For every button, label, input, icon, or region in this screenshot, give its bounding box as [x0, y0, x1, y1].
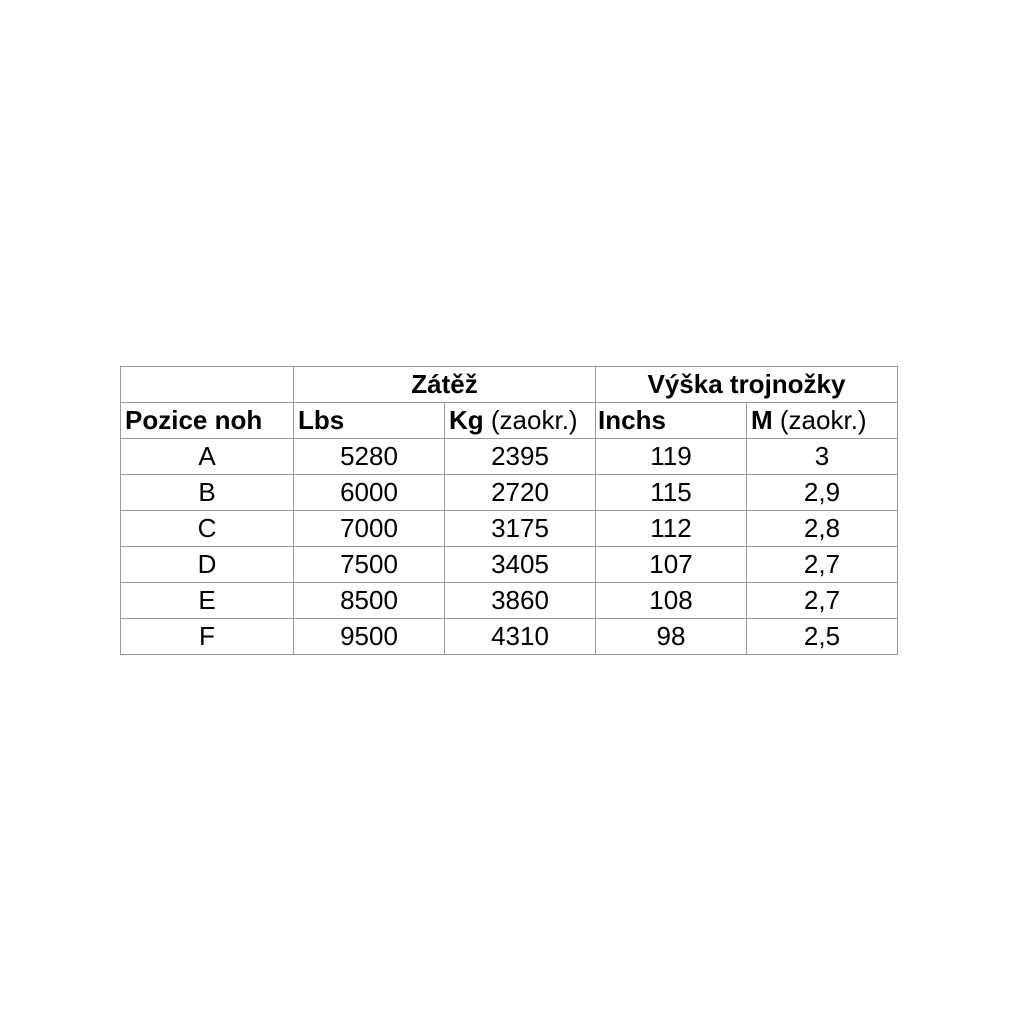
- cell-m: 3: [747, 439, 898, 475]
- cell-lbs: 7500: [294, 547, 445, 583]
- cell-m: 2,9: [747, 475, 898, 511]
- cell-kg: 3860: [445, 583, 596, 619]
- table-row: [121, 619, 898, 655]
- cell-m: 2,5: [747, 619, 898, 655]
- column-header-lbs: [294, 403, 445, 439]
- group-header-row: [121, 367, 898, 403]
- cell-lbs: 9500: [294, 619, 445, 655]
- cell-lbs: 5280: [294, 439, 445, 475]
- group-header-load: Zátěž: [294, 367, 596, 403]
- table-row: [121, 547, 898, 583]
- cell-kg: 2720: [445, 475, 596, 511]
- group-header-empty: [121, 367, 294, 403]
- table-row: [121, 511, 898, 547]
- cell-leg-position: A: [121, 439, 294, 475]
- cell-leg-position: F: [121, 619, 294, 655]
- column-header-leg-position-label: Pozice noh: [125, 405, 263, 435]
- cell-leg-position: C: [121, 511, 294, 547]
- cell-inchs: 112: [596, 511, 747, 547]
- column-header-row: [121, 403, 898, 439]
- column-header-inchs-label: Inchs: [598, 405, 666, 435]
- cell-inchs: 98: [596, 619, 747, 655]
- tripod-load-table: [120, 366, 898, 655]
- column-header-lbs-label: Lbs: [298, 405, 345, 435]
- cell-leg-position: B: [121, 475, 294, 511]
- column-header-kg-label: Kg: [449, 405, 484, 435]
- cell-lbs: 7000: [294, 511, 445, 547]
- cell-m: 2,7: [747, 583, 898, 619]
- cell-kg: 2395: [445, 439, 596, 475]
- table-row: [121, 439, 898, 475]
- column-header-kg-note: (zaokr.): [483, 405, 578, 435]
- cell-kg: 3175: [445, 511, 596, 547]
- column-header-m-label: M: [751, 405, 773, 435]
- cell-kg: 4310: [445, 619, 596, 655]
- cell-inchs: 107: [596, 547, 747, 583]
- cell-leg-position: D: [121, 547, 294, 583]
- table-row: [121, 475, 898, 511]
- cell-lbs: 6000: [294, 475, 445, 511]
- cell-inchs: 119: [596, 439, 747, 475]
- column-header-m: [747, 403, 898, 439]
- cell-m: 2,7: [747, 547, 898, 583]
- column-header-leg-position: [121, 403, 294, 439]
- column-header-m-note: (zaokr.): [772, 405, 867, 435]
- data-table-container: [120, 366, 898, 655]
- cell-kg: 3405: [445, 547, 596, 583]
- column-header-kg: [445, 403, 596, 439]
- cell-m: 2,8: [747, 511, 898, 547]
- table-row: [121, 583, 898, 619]
- cell-lbs: 8500: [294, 583, 445, 619]
- cell-inchs: 108: [596, 583, 747, 619]
- cell-inchs: 115: [596, 475, 747, 511]
- column-header-inchs: [596, 403, 747, 439]
- cell-leg-position: E: [121, 583, 294, 619]
- group-header-tripod-height: Výška trojnožky: [596, 367, 898, 403]
